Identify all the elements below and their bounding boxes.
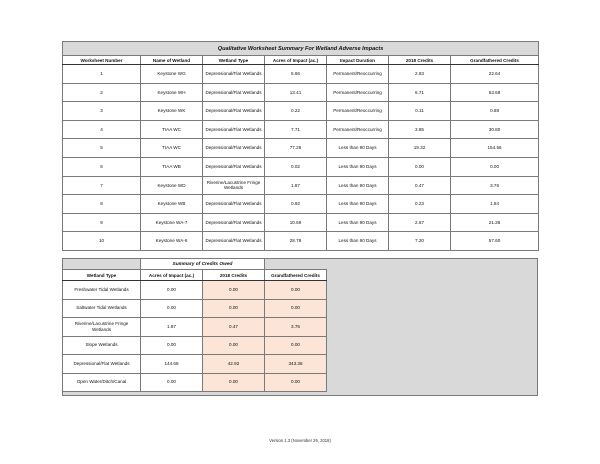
summary-cell-type: Saltwater Tidal Wetlands xyxy=(63,299,141,318)
column-header-row xyxy=(63,56,539,65)
table-row xyxy=(63,120,539,139)
cell-duration: Less than 90 Days xyxy=(327,232,389,251)
summary-cell-acres: 0.00 xyxy=(141,281,203,300)
summary-cell-acres: 0.00 xyxy=(141,373,203,392)
cell-type: Depressional/Flat Wetlands xyxy=(203,83,265,102)
cell-name: Keystone WG xyxy=(141,65,203,84)
cell-acres: 10.69 xyxy=(265,213,327,232)
cell-acres: 13.41 xyxy=(265,83,327,102)
summary-column-header: 2018 Credits xyxy=(203,270,265,281)
summary-title-spacer xyxy=(63,259,141,270)
worksheet-summary-table xyxy=(62,41,539,251)
cell-acres: 0.02 xyxy=(265,157,327,176)
table-row xyxy=(63,232,539,251)
cell-duration: Less than 90 Days xyxy=(327,157,389,176)
cell-number: 10 xyxy=(63,232,141,251)
cell-name: Keystone WK xyxy=(141,102,203,121)
cell-number: 3 xyxy=(63,102,141,121)
cell-type: Depressional/Flat Wetlands xyxy=(203,139,265,158)
cell-credits2018: 2.83 xyxy=(389,65,451,84)
cell-type: Riverine/Lacustrine Fringe Wetlands xyxy=(203,176,265,195)
cell-number: 8 xyxy=(63,195,141,214)
cell-acres: 5.66 xyxy=(265,65,327,84)
summary-row xyxy=(63,318,327,337)
cell-name: Keystone WA-6 xyxy=(141,232,203,251)
cell-acres: 0.92 xyxy=(265,195,327,214)
cell-duration: Permanent/Reoccurring xyxy=(327,120,389,139)
cell-grandfathered: 22.64 xyxy=(451,65,539,84)
summary-row xyxy=(63,281,327,300)
summary-cell-grandfathered: 3.76 xyxy=(265,318,327,337)
cell-grandfathered: 3.76 xyxy=(451,176,539,195)
summary-cell-grandfathered: 343.36 xyxy=(265,355,327,374)
cell-grandfathered: 57.60 xyxy=(451,232,539,251)
column-header: 2018 Credits xyxy=(389,56,451,65)
summary-cell-credits2018: 0.47 xyxy=(203,318,265,337)
cell-credits2018: 0.23 xyxy=(389,195,451,214)
cell-credits2018: 7.20 xyxy=(389,232,451,251)
cell-duration: Permanent/Reoccurring xyxy=(327,83,389,102)
summary-cell-acres: 0.00 xyxy=(141,336,203,355)
cell-name: Keystone WH xyxy=(141,83,203,102)
table-row xyxy=(63,176,539,195)
column-header: Name of Wetland xyxy=(141,56,203,65)
summary-cell-credits2018: 0.00 xyxy=(203,373,265,392)
cell-duration: Less than 90 Days xyxy=(327,195,389,214)
cell-number: 2 xyxy=(63,83,141,102)
column-header: Wetland Type xyxy=(203,56,265,65)
summary-column-header: Wetland Type xyxy=(63,270,141,281)
summary-cell-credits2018: 0.00 xyxy=(203,299,265,318)
cell-number: 9 xyxy=(63,213,141,232)
cell-type: Depressional/Flat Wetlands xyxy=(203,65,265,84)
column-header: Impact Duration xyxy=(327,56,389,65)
cell-type: Depressional/Flat Wetlands xyxy=(203,157,265,176)
cell-acres: 1.87 xyxy=(265,176,327,195)
summary-cell-grandfathered: 0.00 xyxy=(265,299,327,318)
cell-credits2018: 19.32 xyxy=(389,139,451,158)
summary-cell-type: Open Water/Ditch/Canal xyxy=(63,373,141,392)
cell-name: TIAA WC xyxy=(141,139,203,158)
cell-acres: 77.26 xyxy=(265,139,327,158)
cell-type: Depressional/Flat Wetlands xyxy=(203,213,265,232)
cell-grandfathered: 0.88 xyxy=(451,102,539,121)
worksheet-summary-body xyxy=(63,42,539,251)
column-header: Grandfathered Credits xyxy=(451,56,539,65)
credits-summary-body xyxy=(63,259,327,392)
summary-cell-grandfathered: 0.00 xyxy=(265,281,327,300)
cell-credits2018: 2.67 xyxy=(389,213,451,232)
cell-type: Depressional/Flat Wetlands xyxy=(203,120,265,139)
cell-credits2018: 0.47 xyxy=(389,176,451,195)
summary-title: Summary of Credits Owed xyxy=(141,259,265,270)
summary-cell-type: Slope Wetlands xyxy=(63,336,141,355)
summary-cell-credits2018: 42.92 xyxy=(203,355,265,374)
cell-name: TIAA WB xyxy=(141,157,203,176)
table-title: Qualitative Worksheet Summary For Wetland Adverse Impacts xyxy=(63,42,539,56)
summary-cell-grandfathered: 0.00 xyxy=(265,336,327,355)
summary-cell-credits2018: 0.00 xyxy=(203,281,265,300)
table-title-row xyxy=(63,42,539,56)
cell-number: 4 xyxy=(63,120,141,139)
cell-credits2018: 0.11 xyxy=(389,102,451,121)
table-row xyxy=(63,139,539,158)
cell-duration: Less than 90 Days xyxy=(327,176,389,195)
cell-number: 7 xyxy=(63,176,141,195)
version-footer: Version 1.3 (November 26, 2018) xyxy=(269,438,331,443)
table-row xyxy=(63,102,539,121)
cell-duration: Permanent/Reoccurring xyxy=(327,65,389,84)
cell-number: 5 xyxy=(63,139,141,158)
cell-credits2018: 3.85 xyxy=(389,120,451,139)
cell-acres: 7.71 xyxy=(265,120,327,139)
cell-grandfathered: 0.00 xyxy=(451,157,539,176)
summary-row xyxy=(63,373,327,392)
cell-credits2018: 6.71 xyxy=(389,83,451,102)
cell-grandfathered: 21.36 xyxy=(451,213,539,232)
summary-cell-acres: 0.00 xyxy=(141,299,203,318)
cell-number: 1 xyxy=(63,65,141,84)
cell-grandfathered: 30.80 xyxy=(451,120,539,139)
summary-header-row xyxy=(63,270,327,281)
cell-duration: Permanent/Reoccurring xyxy=(327,102,389,121)
summary-title-spacer xyxy=(265,259,327,270)
table-row xyxy=(63,195,539,214)
cell-name: Keystone WA-7 xyxy=(141,213,203,232)
cell-acres: 0.22 xyxy=(265,102,327,121)
cell-duration: Less than 90 Days xyxy=(327,139,389,158)
summary-cell-type: Depressional/Flat Wetlands xyxy=(63,355,141,374)
summary-cell-type: Riverine/Lacustrine Fringe Wetlands xyxy=(63,318,141,337)
cell-type: Depressional/Flat Wetlands xyxy=(203,102,265,121)
cell-type: Depressional/Flat Wetlands xyxy=(203,195,265,214)
summary-cell-type: Freshwater Tidal Wetlands xyxy=(63,281,141,300)
cell-number: 6 xyxy=(63,157,141,176)
cell-duration: Less than 90 Days xyxy=(327,213,389,232)
cell-grandfathered: 53.68 xyxy=(451,83,539,102)
summary-row xyxy=(63,299,327,318)
summary-cell-acres: 144.68 xyxy=(141,355,203,374)
cell-type: Depressional/Flat Wetlands xyxy=(203,232,265,251)
table-row xyxy=(63,83,539,102)
summary-cell-grandfathered: 0.00 xyxy=(265,373,327,392)
cell-acres: 28.79 xyxy=(265,232,327,251)
summary-cell-acres: 1.87 xyxy=(141,318,203,337)
cell-name: Keystone WB xyxy=(141,195,203,214)
summary-row xyxy=(63,355,327,374)
cell-credits2018: 0.00 xyxy=(389,157,451,176)
summary-title-row xyxy=(63,259,327,270)
table-row xyxy=(63,65,539,84)
table-row xyxy=(63,157,539,176)
table-row xyxy=(63,213,539,232)
summary-cell-credits2018: 0.00 xyxy=(203,336,265,355)
column-header: Worksheet Number xyxy=(63,56,141,65)
summary-column-header: Grandfathered Credits xyxy=(265,270,327,281)
credits-summary-table xyxy=(62,258,327,392)
cell-grandfathered: 1.84 xyxy=(451,195,539,214)
cell-name: Keystone WD xyxy=(141,176,203,195)
summary-column-header: Acres of Impact (ac.) xyxy=(141,270,203,281)
summary-row xyxy=(63,336,327,355)
cell-grandfathered: 154.56 xyxy=(451,139,539,158)
cell-name: TIAA WC xyxy=(141,120,203,139)
column-header: Acres of Impact (ac.) xyxy=(265,56,327,65)
